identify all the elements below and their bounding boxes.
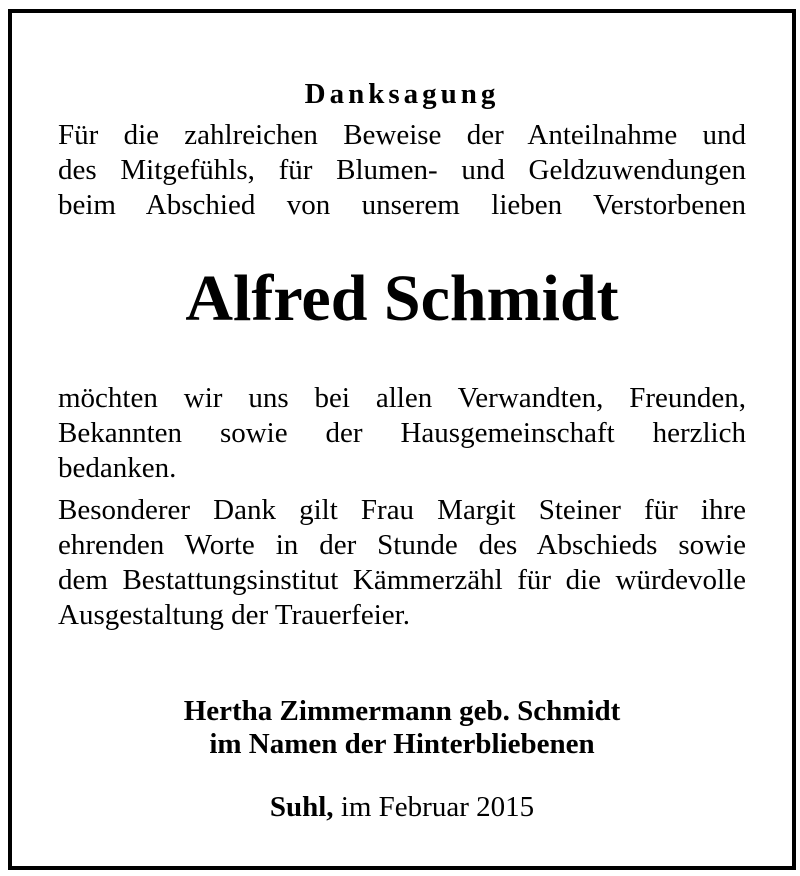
notice-heading: Danksagung [304,78,500,110]
place-date [58,790,746,824]
special-line: Besonderer Dank gilt Frau Margit Steiner für ihre [58,494,746,526]
place-date-text: im Februar 2015 [340,791,535,823]
intro-line: Für die zahlreichen Beweise der Anteilnahme und [58,119,746,151]
signature-role: im Namen der Hinterbliebenen [209,728,595,760]
intro-line: beim Abschied von unserem lieben Verstorbenen [58,189,746,221]
thanks-line: bedanken. [58,452,177,484]
special-line: Ausgestaltung der Trauerfeier. [58,599,410,631]
thanks-line: Bekannten sowie der Hausgemeinschaft herzlich [58,417,746,449]
signature-name: Hertha Zimmermann geb. Schmidt [183,695,621,727]
special-line: ehrenden Worte in der Stunde des Abschieds sowie [58,529,746,561]
special-thanks-paragraph [58,493,746,633]
thanks-line: möchten wir uns bei allen Verwandten, Freunden, [58,382,746,414]
special-line: dem Bestattungsinstitut Kämmerzähl für die würdevolle [58,564,746,596]
deceased-name: Alfred Schmidt [185,262,619,335]
place-city: Suhl, [269,791,334,823]
notice-frame [8,9,796,870]
thanks-paragraph [58,381,746,486]
signature-block [58,695,746,761]
intro-line: des Mitgefühls, für Blumen- und Geldzuwendungen [58,154,746,186]
notice-content [58,13,746,866]
intro-paragraph [58,118,746,223]
